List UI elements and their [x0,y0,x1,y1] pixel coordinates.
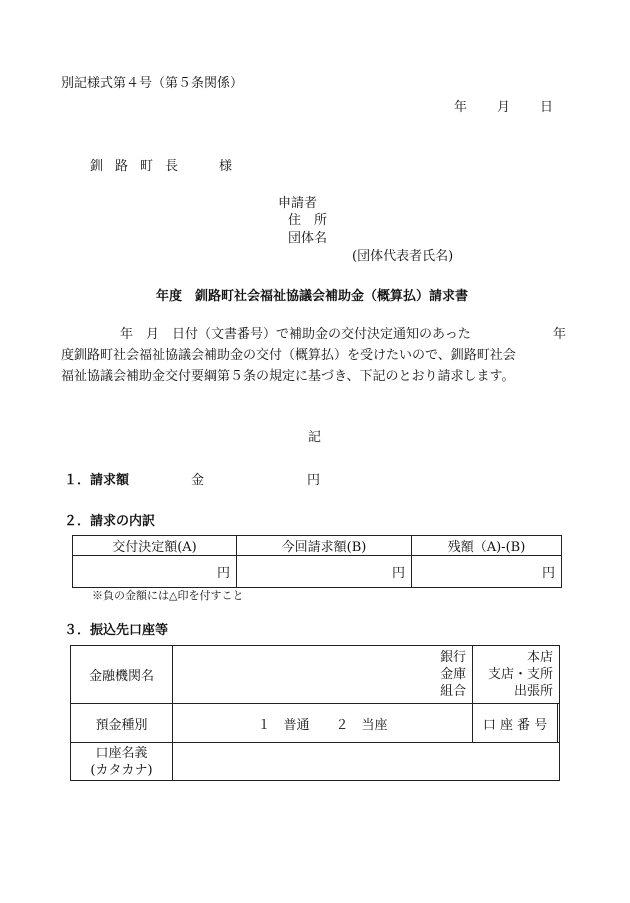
header-decided-amount: 交付決定額(A) [73,536,237,556]
branch-type-branch: 支店・支所 [487,667,553,682]
section3-label: ３．振込先口座等 [64,623,169,638]
body-line-3: 福祉協議会補助金交付要綱第５条の規定に基づき、下記のとおり請求します。 [61,369,515,384]
applicant-address: 住 所 [288,213,328,228]
section2-label: ２．請求の内訳 [64,514,156,529]
date-month: 月 [497,100,511,115]
branch-types-cell [473,646,560,704]
account-number-value-cell [558,704,560,743]
section1-kin: 金 [191,473,205,488]
yen-unit: 円 [541,566,555,581]
holder-label: 口座名義 [95,745,148,761]
applicant-group: 団体名 [288,231,328,246]
date-day: 日 [540,100,554,115]
header-remaining-amount: 残額（A)-(B) [412,536,562,556]
body-line-1: 年 月 日付（文書番号）で補助金の交付決定通知のあった [120,327,471,342]
document-title: 年度 釧路町社会福祉協議会補助金（概算払）請求書 [156,289,469,304]
bank-type-kumiai: 組合 [440,684,467,699]
addressee-suffix: 様 [219,159,233,174]
ki-marker: 記 [308,430,322,445]
header-request-amount: 今回請求額(B) [237,536,412,556]
yen-unit: 円 [216,566,230,581]
holder-label-cell [71,743,173,781]
breakdown-table [72,535,562,588]
holder-label-katakana: (カタカナ) [90,762,153,778]
remaining-amount-cell [412,556,562,588]
date-year: 年 [454,100,468,115]
request-amount-cell [237,556,412,588]
yen-unit: 円 [391,566,405,581]
form-number: 別記様式第４号（第５条関係） [61,76,244,91]
negative-amount-note: ※負の金額には△印を付すこと [92,589,244,602]
bank-label-cell: 金融機関名 [71,646,173,704]
bank-account-table [70,645,560,781]
section1-label: １．請求額 [64,473,130,488]
bank-types-cell [173,646,473,704]
holder-value-cell [173,743,560,781]
deposit-label-cell: 預金種別 [71,704,173,743]
applicant-label: 申請者 [278,196,318,211]
account-number-label-cell: 口 座 番 号 [473,704,558,743]
deposit-options-cell: １ 普通 ２ 当座 [173,704,473,743]
branch-type-head: 本店 [526,650,553,665]
body-line-2: 度釧路町社会福祉協議会補助金の交付（概算払）を受けたいので、釧路町社会 [61,348,516,363]
decided-amount-cell [73,556,237,588]
addressee: 釧路町長 [90,159,191,174]
branch-type-office: 出張所 [513,684,553,699]
section1-yen: 円 [307,473,321,488]
bank-type-shinkin: 金庫 [440,667,467,682]
bank-type-bank: 銀行 [440,650,467,665]
applicant-representative: (団体代表者氏名) [352,249,454,264]
body-line-1-year: 年 [553,327,567,342]
